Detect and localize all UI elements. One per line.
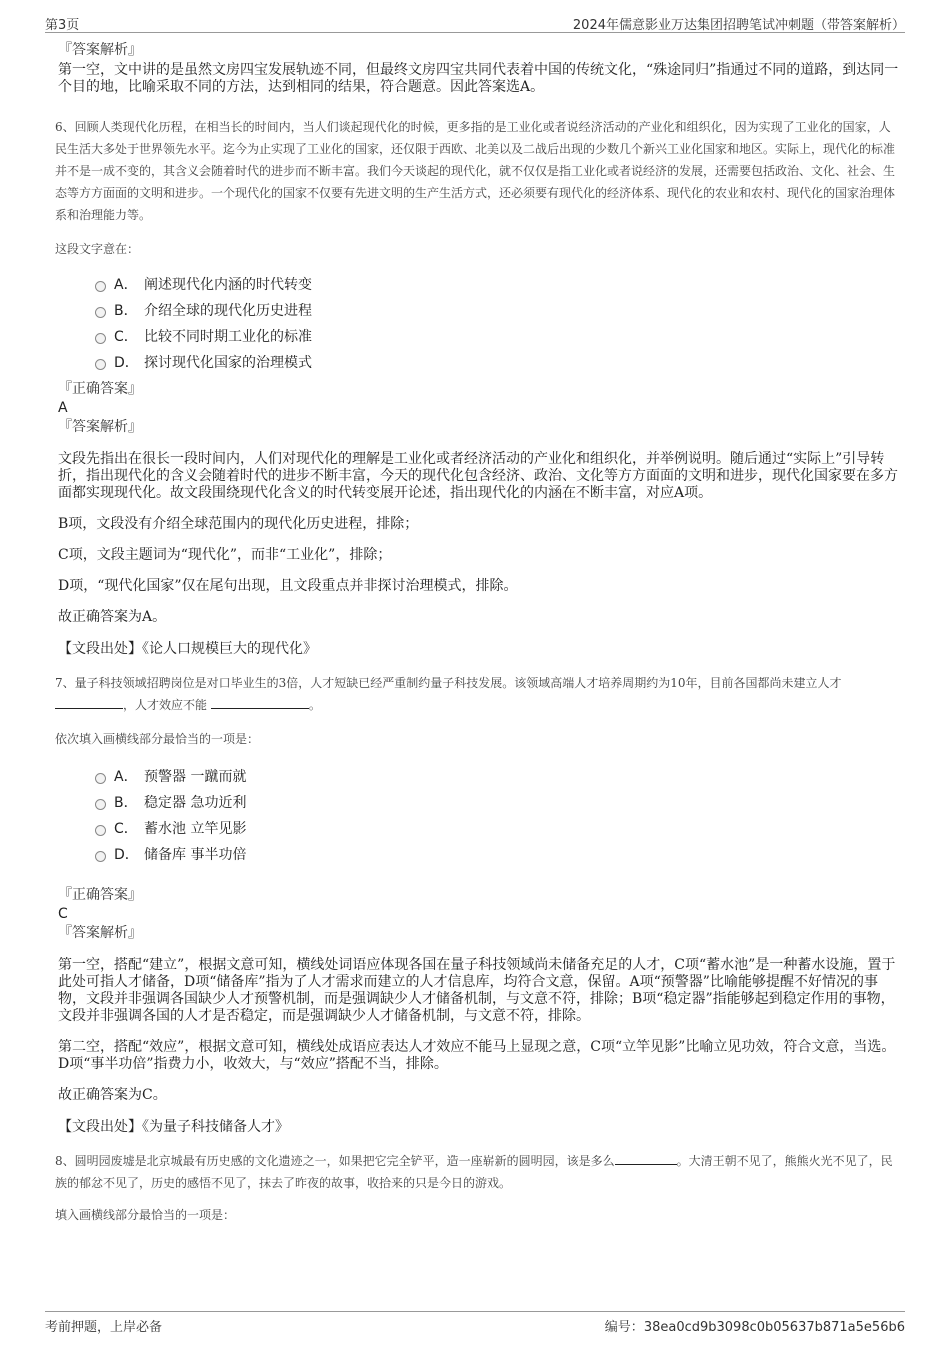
q7-option-d[interactable] (95, 841, 902, 867)
q6-prompt: 这段文字意在： (55, 242, 140, 256)
q6-option-c[interactable] (95, 323, 902, 349)
q7-stem-part1: 7、量子科技领域招聘岗位是对口毕业生的3倍，人才短缺已经严重制约量子科技发展。该领域高端人才培养周期约为10年，目前各国都尚未建立人才 (55, 676, 842, 690)
option-text: 比较不同时期工业化的标准 (144, 329, 312, 345)
q6-option-d[interactable] (95, 349, 902, 375)
page-footer (45, 1311, 905, 1336)
q7-stem-part2: ，人才效应不能 (123, 698, 208, 712)
q8-prompt: 填入画横线部分最恰当的一项是： (55, 1208, 236, 1222)
q7-analysis-1: 第一空，搭配“建立”，根据文意可知，横线处词语应体现各国在量子科技领域尚未储备充足的人才，C项“蓄水池”是一种蓄水设施，置于此处可指人才储备，D项“储备库”指为了人才需求而建立的人才信息库，均符合文意，保留。A项“预警器”比喻能够提醒不好情况的事物，文段并非强调各国缺少人才预警机制，而是强调缺少人才储备机制，与文意不符，排除；B项“稳定器”指能够起到稳定作用的事物，文段并非强调各国的人才是否稳定，而是强调缺少人才储备机制，与文意不符，排除。 (58, 957, 896, 1024)
q7-analysis-2: 第二空，搭配“效应”，根据文意可知，横线处成语应表达人才效应不能马上显现之意，C项“立竿见影”比喻立见功效，符合文意，当选。D项“事半功倍”指费力小，收效大，与“效应”搭配不当，排除。 (58, 1039, 896, 1072)
radio-icon[interactable] (95, 825, 106, 836)
page-header (45, 12, 905, 33)
q6-stem: 6、回顾人类现代化历程，在相当长的时间内，当人们谈起现代化的时候，更多指的是工业化或者说经济活动的产业化和组织化，因为实现了工业化的国家，人民生活大多处于世界领先水平。迄今为止实现了工业化的国家，还仅限于西欧、北美以及二战后出现的少数几个新兴工业化国家和地区。实际上，现代化的标准并不是一成不变的，其含义会随着时代的进步而不断丰富。我们今天谈起的现代化，就不仅仅是指工业化或者说经济的发展，还需要包括政治、文化、社会、生态等方方面面的文明和进步。一个现代化的国家不仅要有先进文明的生产生活方式，还必须要有现代化的经济体系、现代化的农业和农村、现代化的国家治理体系和治理能力等。 (55, 120, 896, 222)
q6-correct-tag: 『正确答案』 (58, 381, 142, 397)
q7-options (95, 763, 902, 867)
option-text: 阐述现代化内涵的时代转变 (144, 277, 312, 293)
q6-option-b[interactable] (95, 297, 902, 323)
radio-icon[interactable] (95, 307, 106, 318)
q6-answer: A (58, 400, 68, 416)
q7-option-c[interactable] (95, 815, 902, 841)
footer-code-value: 38ea0cd9b3098c0b05637b871a5e56b6 (643, 1320, 905, 1335)
q8-stem (55, 1150, 902, 1194)
page-number: 第3页 (45, 18, 80, 33)
radio-icon[interactable] (95, 281, 106, 292)
q7-option-b[interactable] (95, 789, 902, 815)
q8-stem-part2: 。大清王朝不见了，熊熊火光不见了，民族的郁忿不见了，历史的感悟不见了，抹去了昨夜的故事，收拾来的只是今日的游戏。 (55, 1154, 893, 1190)
q7-blank-2 (211, 696, 309, 709)
radio-icon[interactable] (95, 333, 106, 344)
option-text: 预警器 一蹴而就 (144, 769, 247, 785)
q7-source: 【文段出处】《为量子科技储备人才》 (58, 1119, 289, 1135)
option-text: 蓄水池 立竿见影 (144, 821, 247, 837)
q6-analysis-2: B项，文段没有介绍全球范围内的现代化历史进程，排除； (58, 516, 419, 532)
main-content (55, 40, 902, 1223)
option-text: 探讨现代化国家的治理模式 (144, 355, 312, 371)
option-key: C． (114, 821, 138, 837)
option-key: B． (114, 795, 138, 811)
q6-analysis-4: D项，“现代化国家”仅在尾句出现，且文段重点并非探讨治理模式，排除。 (58, 578, 518, 594)
q8-blank-1 (615, 1152, 677, 1165)
q6-analysis-5: 故正确答案为A。 (58, 609, 167, 625)
q5-analysis-text: 第一空，文中讲的是虽然文房四宝发展轨迹不同，但最终文房四宝共同代表着中国的传统文化，“殊途同归”指通过不同的道路，到达同一个目的地，比喻采取不同的方法，达到相同的结果，符合题意。因此答案选A。 (58, 62, 899, 95)
footer-code-label: 编号： (604, 1320, 644, 1335)
footer-code (605, 1316, 905, 1335)
footer-slogan: 考前押题，上岸必备 (45, 1320, 163, 1335)
q7-stem (55, 672, 902, 716)
q7-option-a[interactable] (95, 763, 902, 789)
option-key: D． (114, 355, 139, 371)
option-key: A． (114, 277, 138, 293)
q8-stem-part1: 8、圆明园废墟是北京城最有历史感的文化遗迹之一，如果把它完全铲平，造一座崭新的圆明园，该是多么 (55, 1154, 615, 1168)
option-text: 稳定器 急功近利 (144, 795, 247, 811)
radio-icon[interactable] (95, 359, 106, 370)
q6-option-a[interactable] (95, 271, 902, 297)
q7-blank-1 (55, 696, 123, 709)
option-text: 介绍全球的现代化历史进程 (144, 303, 312, 319)
q7-answer: C (58, 906, 68, 922)
radio-icon[interactable] (95, 773, 106, 784)
option-key: A． (114, 769, 138, 785)
q7-correct-tag: 『正确答案』 (58, 887, 142, 903)
document-title: 2024年儒意影业万达集团招聘笔试冲刺题（带答案解析） (572, 18, 905, 33)
q6-analysis-tag: 『答案解析』 (58, 419, 142, 435)
option-key: C． (114, 329, 138, 345)
q6-analysis-3: C项，文段主题词为“现代化”，而非“工业化”，排除； (58, 547, 392, 563)
q6-source: 【文段出处】《论人口规模巨大的现代化》 (58, 641, 317, 657)
option-key: D． (114, 847, 139, 863)
q6-analysis-1: 文段先指出在很长一段时间内，人们对现代化的理解是工业化或者经济活动的产业化和组织化，并举例说明。随后通过“实际上”引导转折，指出现代化的含义会随着时代的进步不断丰富，今天的现代化包含经济、政治、文化等方方面面的文明和进步，现代化国家要在多方面都实现现代化。故文段围绕现代化含义的时代转变展开论述，指出现代化的内涵在不断丰富，对应A项。 (58, 451, 898, 501)
radio-icon[interactable] (95, 799, 106, 810)
option-text: 储备库 事半功倍 (144, 847, 247, 863)
radio-icon[interactable] (95, 851, 106, 862)
q6-options (95, 271, 902, 375)
q7-prompt: 依次填入画横线部分最恰当的一项是： (55, 732, 260, 746)
q5-analysis-tag: 『答案解析』 (58, 42, 142, 58)
q7-analysis-tag: 『答案解析』 (58, 925, 142, 941)
q7-stem-part3: 。 (308, 698, 321, 712)
option-key: B． (114, 303, 138, 319)
q7-analysis-3: 故正确答案为C。 (58, 1087, 167, 1103)
